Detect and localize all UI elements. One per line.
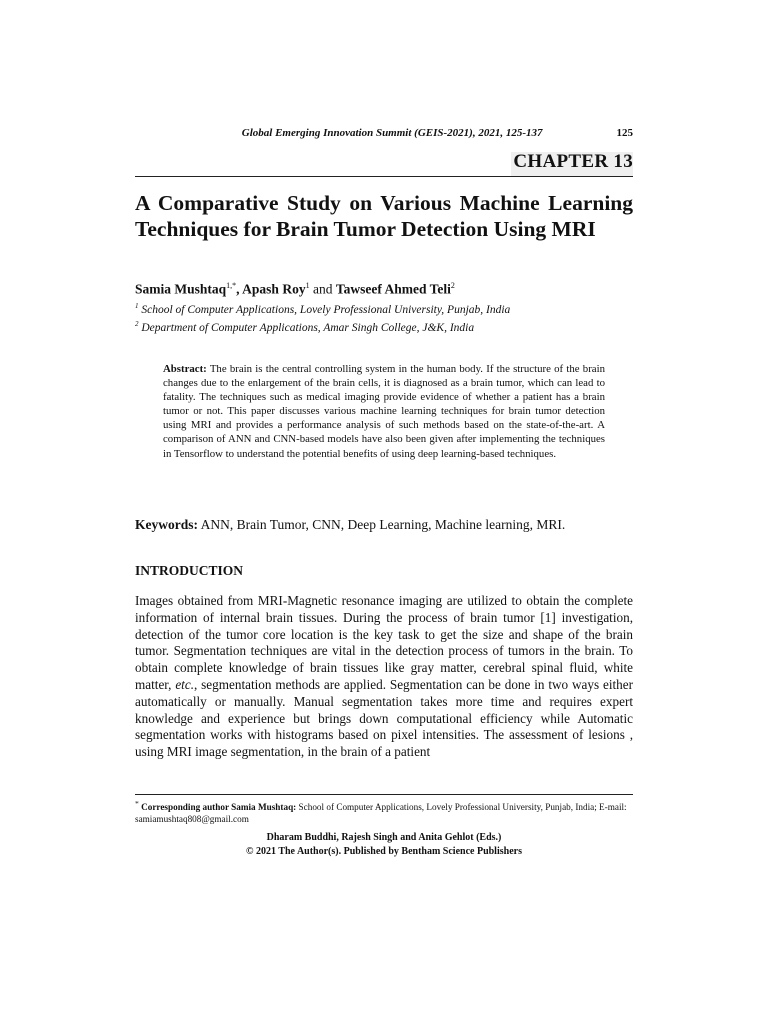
footnote bbox=[135, 798, 633, 825]
author-name: Samia Mushtaq bbox=[135, 281, 227, 297]
abstract-label: Abstract: bbox=[163, 363, 207, 375]
affiliation-marker: 1 bbox=[135, 302, 139, 310]
journal-name: Global Emerging Innovation Summit (GEIS-2021) bbox=[241, 127, 473, 139]
page-number: 125 bbox=[616, 127, 633, 139]
section-heading: INTRODUCTION bbox=[135, 563, 244, 578]
chapter-rule bbox=[135, 176, 633, 177]
keywords-text: ANN, Brain Tumor, CNN, Deep Learning, Machine learning, MRI. bbox=[198, 517, 566, 532]
affiliation-marker: 2 bbox=[135, 320, 139, 328]
footer-editors: Dharam Buddhi, Rajesh Singh and Anita Gehlot (Eds.) bbox=[266, 832, 502, 843]
running-header bbox=[135, 127, 633, 139]
author-affiliation-marker: 1 bbox=[305, 281, 310, 290]
keywords-label: Keywords: bbox=[135, 517, 198, 532]
abstract bbox=[163, 362, 605, 461]
keywords bbox=[135, 517, 633, 533]
paragraph-text: , segmentation methods are applied. Segmentation can be done in two ways either automatically or manually. Manual segmentation takes more time and requires expert knowledge and experience but brings down computational efficiency while Automatic segmentation works with histograms based on pixel intensities. The assessment of lesions , using MRI image segmentation, in the brain of a patient bbox=[135, 676, 634, 760]
affiliation bbox=[135, 320, 633, 334]
footnote-rule bbox=[135, 794, 633, 795]
author-name: Apash Roy bbox=[242, 281, 306, 297]
author-list bbox=[135, 281, 633, 298]
author-separator: , bbox=[236, 281, 243, 297]
footnote-text: School of Computer Applications, Lovely Professional University, Punjab, India; E-mail: samiamushtaq808@gmail.com bbox=[135, 802, 627, 825]
abstract-text: The brain is the central controlling system in the human body. If the structure of the brain changes due to the enlargement of the brain cells, it is diagnosed as a brain tumor, which can lead to fatality. The techniques such as medical imaging provide evidence of whether a patient has a brain tumor or not. This paper discusses various machine learning techniques for brain tumor detection using MRI and provides a performance analysis of such methods based on the state-of-the-art. A comparison of ANN and CNN-based models have also been given after implementing the techniques in Tensorflow to understand the potential benefits of using deep learning-based techniques. bbox=[163, 363, 605, 460]
affiliation bbox=[135, 302, 633, 316]
author-affiliation-marker: 1,* bbox=[226, 281, 237, 290]
affiliation-text: School of Computer Applications, Lovely Professional University, Punjab, India bbox=[138, 303, 511, 316]
paper-title: A Comparative Study on Various Machine Learning Techniques for Brain Tumor Detection Using MRI bbox=[135, 191, 633, 241]
journal-citation: , 2021, 125-137 bbox=[472, 127, 543, 139]
footnote-marker: * bbox=[135, 799, 139, 808]
paragraph-text-italic: etc. bbox=[175, 676, 194, 692]
introduction-paragraph bbox=[135, 593, 633, 761]
author-separator: and bbox=[309, 281, 336, 297]
chapter-label: CHAPTER 13 bbox=[513, 151, 633, 172]
paragraph-text: Images obtained from MRI-Magnetic resonance imaging are utilized to obtain the complete information of internal brain tissues. During the process of brain tumor [1] investigation, detection of the tumor core location is the key task to get the size and shape of the brain tumor. Segmentation techniques are vital in the detection process of tumors in the brain. To obtain complete knowledge of brain tissues like gray matter, cerebral spinal fluid, white matter, bbox=[135, 593, 633, 692]
author-name: Tawseef Ahmed Teli bbox=[335, 281, 451, 297]
footer-publisher: © 2021 The Author(s). Published by Bentham Science Publishers bbox=[246, 846, 522, 857]
affiliation-text: Department of Computer Applications, Amar Singh College, J&K, India bbox=[138, 321, 475, 334]
footnote-label: Corresponding author Samia Mushtaq: bbox=[138, 802, 297, 813]
author-affiliation-marker: 2 bbox=[450, 281, 455, 290]
